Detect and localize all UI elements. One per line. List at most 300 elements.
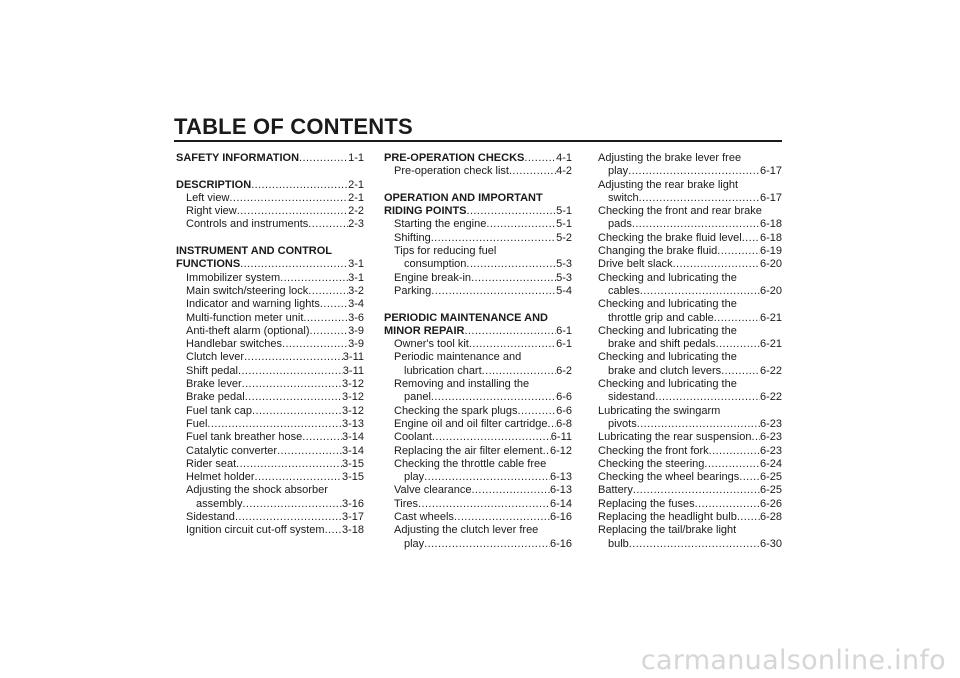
dot-leader [714, 312, 760, 325]
toc-page-number: 6-17 [759, 165, 782, 178]
dot-leader [431, 285, 556, 298]
toc-entry-label: brake and clutch levers [608, 364, 722, 377]
toc-entry[interactable] [384, 165, 572, 178]
toc-page-number: 6-19 [759, 245, 782, 258]
dot-leader [524, 152, 556, 165]
dot-leader [236, 458, 342, 471]
toc-entry[interactable] [598, 498, 782, 511]
toc-page-number: 6-24 [759, 457, 782, 470]
toc-entry[interactable] [384, 325, 572, 338]
toc-entry[interactable] [384, 205, 572, 218]
toc-entry-label: Adjusting the clutch lever free [394, 524, 539, 537]
toc-entry-label: Catalytic converter [186, 444, 278, 457]
toc-entry-label: Clutch lever [186, 351, 245, 364]
toc-entry[interactable] [598, 312, 782, 325]
toc-entry-label: Replacing the tail/brake light [598, 524, 737, 537]
toc-entry-label: Checking and lubricating the [598, 378, 737, 391]
toc-entry-line [176, 245, 364, 258]
toc-entry-label: Tires [394, 497, 419, 510]
dot-leader [469, 338, 556, 351]
toc-entry[interactable] [176, 218, 364, 231]
toc-page-number: 6-8 [556, 417, 572, 430]
toc-page-number: 6-23 [759, 417, 782, 430]
toc-page-number: 3-11 [342, 364, 364, 377]
toc-entry-label: Rider seat [186, 457, 237, 470]
toc-page-number: 6-6 [556, 391, 572, 404]
toc-page-number: 3-13 [341, 417, 364, 430]
toc-entry-label: switch [608, 191, 639, 204]
toc-entry[interactable] [384, 338, 572, 351]
toc-entry-label: Adjusting the rear brake light [598, 178, 739, 191]
toc-page-number: 6-2 [556, 364, 572, 377]
dot-leader [739, 471, 760, 484]
toc-entry-label: Cast wheels [394, 511, 454, 524]
toc-entry-label: Lubricating the swingarm [598, 404, 721, 417]
dot-leader [242, 378, 342, 391]
toc-entry[interactable] [384, 405, 572, 418]
toc-section-heading: PERIODIC MAINTENANCE AND [384, 311, 548, 324]
toc-page-number: 3-15 [341, 471, 364, 484]
dot-leader [454, 511, 550, 524]
toc-entry-label: lubrication chart [404, 364, 482, 377]
dot-leader [716, 338, 760, 351]
dot-leader [471, 272, 556, 285]
dot-leader [303, 312, 348, 325]
toc-entry[interactable] [598, 365, 782, 378]
toc-entry-label: panel [404, 391, 431, 404]
toc-page-number: 5-3 [556, 258, 572, 271]
toc-entry-label: Main switch/steering lock [186, 284, 309, 297]
toc-entry[interactable] [176, 272, 364, 285]
toc-entry-line [598, 205, 782, 218]
toc-page-number: 6-25 [759, 484, 782, 497]
toc-page-number: 3-4 [348, 298, 364, 311]
toc-entry[interactable] [176, 471, 364, 484]
toc-spacer [384, 179, 572, 192]
toc-entry-line [598, 179, 782, 192]
toc-entry-label: Right view [186, 205, 237, 218]
dot-leader [628, 165, 760, 178]
toc-entry[interactable] [598, 458, 782, 471]
toc-entry[interactable] [176, 405, 364, 418]
toc-entry-line [598, 378, 782, 391]
dot-leader [637, 418, 760, 431]
toc-entry[interactable] [384, 445, 572, 458]
toc-page-number: 3-9 [348, 338, 364, 351]
toc-entry[interactable] [384, 511, 572, 524]
toc-entry-label: Adjusting the brake lever free [598, 152, 742, 164]
toc-entry[interactable] [384, 218, 572, 231]
toc-page-number: 6-21 [759, 311, 782, 324]
dot-leader [543, 445, 550, 458]
toc-entry-label: pads [608, 218, 632, 231]
toc-page-number: 4-2 [556, 165, 572, 178]
dot-leader [302, 431, 342, 444]
toc-entry-label: Engine oil and oil filter cartridge [394, 417, 548, 430]
toc-entry-line [598, 152, 782, 165]
toc-entry[interactable] [176, 312, 364, 325]
toc-entry-label: Brake lever [186, 378, 242, 391]
toc-entry[interactable] [384, 232, 572, 245]
toc-page-number: 6-26 [759, 497, 782, 510]
dot-leader [629, 538, 760, 551]
toc-entry[interactable] [598, 431, 782, 444]
toc-entry-label: cables [608, 284, 640, 297]
dot-leader [237, 205, 348, 218]
toc-entry-line [598, 298, 782, 311]
dot-leader [742, 232, 760, 245]
toc-entry-label: Shift pedal [186, 364, 238, 377]
toc-entry-label: Fuel tank breather hose [186, 431, 303, 444]
watermark: carmanualsonline.info [640, 645, 946, 676]
toc-entry[interactable] [384, 272, 572, 285]
toc-entry[interactable] [176, 351, 364, 364]
toc-entry-label: throttle grip and cable [608, 311, 714, 324]
dot-leader [242, 498, 342, 511]
toc-entry-label: Checking and lubricating the [598, 271, 737, 284]
toc-entry-line [598, 405, 782, 418]
toc-entry-line [598, 524, 782, 537]
toc-section-heading: OPERATION AND IMPORTANT [384, 191, 543, 204]
toc-entry[interactable] [384, 538, 572, 551]
toc-entry-label: Ignition circuit cut-off system [186, 524, 325, 537]
toc-entry[interactable] [176, 418, 364, 431]
toc-entry-label: Pre-operation check list [394, 165, 509, 178]
toc-entry-label: Parking [394, 284, 432, 297]
toc-entry-label: Checking and lubricating the [598, 351, 737, 364]
toc-entry[interactable] [384, 152, 572, 165]
dot-leader [704, 458, 760, 471]
toc-entry-label: Fuel [186, 417, 208, 430]
toc-page-number: 1-1 [348, 152, 364, 164]
toc-entry[interactable] [384, 258, 572, 271]
toc-entry-label: Checking the wheel bearings [598, 471, 740, 484]
toc-page-number: 6-23 [759, 444, 782, 457]
toc-entry[interactable] [176, 338, 364, 351]
toc-entry-label: Owner's tool kit [394, 338, 469, 351]
toc-entry[interactable] [176, 179, 364, 192]
toc-entry[interactable] [176, 325, 364, 338]
toc-entry[interactable] [176, 378, 364, 391]
toc-entry[interactable] [598, 484, 782, 497]
dot-leader [240, 258, 348, 271]
toc-entry[interactable] [176, 192, 364, 205]
toc-entry-label: play [404, 537, 425, 550]
dot-leader [640, 285, 760, 298]
toc-entry-label: Starting the engine [394, 218, 487, 231]
toc-page-number: 5-1 [556, 205, 572, 218]
dot-leader [310, 325, 349, 338]
toc-page-number: 6-11 [550, 431, 572, 444]
toc-entry[interactable] [176, 298, 364, 311]
toc-entry-label: play [404, 471, 425, 484]
toc-spacer [176, 232, 364, 245]
toc-spacer [384, 298, 572, 311]
toc-entry-label: Immobilizer system [186, 271, 281, 284]
toc-entry-label: Checking the throttle cable free [394, 457, 547, 470]
toc-section-heading: INSTRUMENT AND CONTROL [176, 245, 333, 258]
toc-page-number: 3-16 [341, 497, 364, 510]
dot-leader [251, 179, 348, 192]
toc-entry[interactable] [176, 365, 364, 378]
toc-page-number: 6-18 [759, 218, 782, 231]
toc-page-number: 6-20 [759, 284, 782, 297]
toc-entry[interactable] [176, 205, 364, 218]
toc-entry-line [384, 192, 572, 205]
toc-entry-label: Indicator and warning lights [186, 298, 320, 311]
toc-entry-label: Helmet holder [186, 471, 255, 484]
toc-entry[interactable] [176, 391, 364, 404]
toc-entry-line [384, 524, 572, 537]
toc-page-number: 5-3 [556, 271, 572, 284]
toc-page-number: 3-12 [341, 391, 364, 404]
toc-entry[interactable] [598, 218, 782, 231]
toc-entry-label: Brake pedal [186, 391, 245, 404]
toc-page-number: 5-1 [556, 218, 572, 231]
dot-leader [464, 325, 556, 338]
toc-entry[interactable] [176, 524, 364, 537]
toc-entry[interactable] [384, 365, 572, 378]
toc-entry-label: Replacing the air filter element [394, 444, 543, 457]
dot-leader [299, 152, 348, 165]
dot-leader [486, 218, 556, 231]
toc-entry[interactable] [176, 152, 364, 165]
dot-leader [518, 405, 557, 418]
dot-leader [632, 218, 760, 231]
toc-page-number: 2-1 [348, 191, 364, 204]
toc-section-heading: RIDING POINTS [384, 205, 467, 218]
dot-leader [751, 431, 759, 444]
toc-entry-label: Replacing the headlight bulb [598, 511, 737, 524]
toc-entry[interactable] [176, 511, 364, 524]
dot-leader [418, 498, 550, 511]
toc-page-number: 6-21 [759, 338, 782, 351]
toc-entry-line [384, 245, 572, 258]
toc-entry[interactable] [176, 258, 364, 271]
toc-section-heading: PRE-OPERATION CHECKS [384, 152, 525, 164]
toc-page-number: 6-6 [556, 404, 572, 417]
toc-entry-label: Fuel tank cap [186, 404, 253, 417]
toc-page-number: 6-25 [759, 471, 782, 484]
dot-leader [254, 471, 341, 484]
toc-entry-label: Drive belt slack [598, 258, 673, 271]
toc-entry-label: Engine break-in [394, 271, 472, 284]
toc-page-number: 3-11 [342, 351, 364, 364]
toc-page-number: 6-30 [759, 537, 782, 550]
toc-entry-label: Checking and lubricating the [598, 324, 737, 337]
title-rule [174, 140, 782, 142]
toc-page-number: 6-14 [549, 497, 572, 510]
toc-page-number: 3-1 [348, 258, 364, 271]
toc-page-number: 3-1 [348, 271, 364, 284]
toc-page-number: 2-1 [348, 178, 364, 191]
toc-entry-label: Coolant [394, 431, 432, 444]
toc-entry-label: Tips for reducing fuel [394, 245, 497, 258]
toc-entry-label: pivots [608, 417, 637, 430]
toc-section-heading: SAFETY INFORMATION [176, 152, 300, 164]
toc-entry-label: Anti-theft alarm (optional) [186, 324, 310, 337]
dot-leader [431, 391, 556, 404]
dot-leader [235, 511, 342, 524]
dot-leader [252, 405, 342, 418]
toc-column-3 [598, 152, 782, 551]
toc-entry[interactable] [598, 445, 782, 458]
toc-page-number: 3-9 [348, 324, 364, 337]
toc-column-2 [384, 152, 572, 551]
toc-entry-label: Lubricating the rear suspension [598, 431, 752, 444]
toc-entry-label: Multi-function meter unit [186, 311, 304, 324]
toc-page-number: 6-16 [549, 537, 572, 550]
toc-page-number: 6-22 [759, 391, 782, 404]
toc-page-number: 3-14 [341, 431, 364, 444]
dot-leader [721, 365, 760, 378]
toc-page-number: 3-14 [341, 444, 364, 457]
toc-entry-label: Checking the steering [598, 457, 705, 470]
toc-page-number: 3-18 [341, 524, 364, 537]
toc-section-heading: FUNCTIONS [176, 258, 241, 271]
dot-leader [325, 524, 342, 537]
toc-entry[interactable] [598, 245, 782, 258]
toc-section-heading: DESCRIPTION [176, 178, 252, 191]
toc-entry[interactable] [384, 498, 572, 511]
dot-leader [431, 232, 556, 245]
toc-entry-label: Valve clearance [394, 484, 472, 497]
toc-page-number: 5-4 [556, 284, 572, 297]
dot-leader [509, 165, 556, 178]
dot-leader [238, 365, 343, 378]
dot-leader [308, 218, 348, 231]
toc-column-1 [176, 152, 364, 538]
dot-leader [655, 391, 760, 404]
toc-entry-label: Checking the front fork [598, 444, 709, 457]
toc-entry-label: Checking the spark plugs [394, 404, 518, 417]
dot-leader [717, 245, 760, 258]
toc-entry-label: consumption [404, 258, 467, 271]
dot-leader [280, 272, 348, 285]
toc-page-number: 6-20 [759, 258, 782, 271]
toc-section-heading: MINOR REPAIR [384, 324, 465, 337]
dot-leader [695, 498, 760, 511]
toc-entry[interactable] [384, 418, 572, 431]
toc-entry[interactable] [598, 338, 782, 351]
toc-entry-label: Controls and instruments [186, 218, 309, 231]
toc-entry-line [384, 351, 572, 364]
dot-leader [424, 471, 550, 484]
toc-page-number: 2-3 [348, 218, 364, 231]
toc-spacer [176, 165, 364, 178]
toc-page-number: 3-6 [348, 311, 364, 324]
toc-entry-label: Adjusting the shock absorber [186, 484, 328, 497]
toc-entry[interactable] [384, 285, 572, 298]
page-title: TABLE OF CONTENTS [174, 114, 413, 139]
dot-leader [466, 258, 556, 271]
toc-entry-label: Removing and installing the [394, 378, 530, 391]
toc-entry-line [384, 312, 572, 325]
toc-page-number: 4-1 [556, 152, 572, 164]
toc-entry[interactable] [598, 165, 782, 178]
dot-leader [229, 192, 348, 205]
toc-entry-label: play [608, 165, 629, 178]
toc-page-number: 3-12 [341, 404, 364, 417]
toc-entry-label: Periodic maintenance and [394, 351, 522, 364]
toc-entry[interactable] [384, 484, 572, 497]
toc-entry[interactable] [598, 418, 782, 431]
dot-leader [467, 205, 557, 218]
toc-page-number: 6-1 [556, 324, 572, 337]
toc-entry[interactable] [176, 458, 364, 471]
dot-leader [207, 418, 342, 431]
toc-entry-label: sidestand [608, 391, 656, 404]
toc-entry-label: Shifting [394, 231, 431, 244]
toc-entry[interactable] [598, 391, 782, 404]
toc-entry[interactable] [384, 431, 572, 444]
toc-entry[interactable] [176, 445, 364, 458]
toc-entry[interactable] [598, 511, 782, 524]
toc-entry[interactable] [598, 192, 782, 205]
toc-entry-label: Replacing the fuses [598, 497, 695, 510]
toc-entry-line [384, 378, 572, 391]
toc-page-number: 6-22 [759, 364, 782, 377]
toc-entry-line [598, 272, 782, 285]
toc-page-number: 3-17 [341, 511, 364, 524]
dot-leader [244, 351, 343, 364]
toc-page-number: 6-1 [556, 338, 572, 351]
toc-entry[interactable] [176, 285, 364, 298]
toc-page-number: 6-17 [759, 191, 782, 204]
toc-page-number: 6-12 [549, 444, 572, 457]
toc-entry-label: Checking the brake fluid level [598, 231, 742, 244]
toc-page-number: 5-2 [556, 231, 572, 244]
toc-entry-line [176, 484, 364, 497]
toc-entry[interactable] [176, 498, 364, 511]
toc-page-number: 6-13 [549, 484, 572, 497]
toc-entry[interactable] [598, 285, 782, 298]
dot-leader [737, 511, 760, 524]
dot-leader [245, 391, 342, 404]
toc-entry-label: Sidestand [186, 511, 235, 524]
dot-leader [471, 484, 550, 497]
dot-leader [547, 418, 556, 431]
toc-page-number: 6-28 [759, 511, 782, 524]
toc-entry-label: bulb [608, 537, 629, 550]
toc-entry-label: Checking the front and rear brake [598, 205, 762, 218]
toc-page-number: 3-12 [341, 378, 364, 391]
toc-entry[interactable] [384, 471, 572, 484]
dot-leader [277, 445, 342, 458]
dot-leader [639, 192, 760, 205]
toc-entry-label: Left view [186, 191, 230, 204]
dot-leader [424, 538, 550, 551]
toc-entry[interactable] [598, 471, 782, 484]
toc-page-number: 6-23 [759, 431, 782, 444]
toc-page-number: 2-2 [348, 205, 364, 218]
dot-leader [673, 258, 760, 271]
dot-leader [709, 445, 760, 458]
toc-entry[interactable] [598, 258, 782, 271]
toc-page-number: 6-13 [549, 471, 572, 484]
dot-leader [320, 298, 348, 311]
toc-entry[interactable] [384, 391, 572, 404]
toc-entry[interactable] [176, 431, 364, 444]
dot-leader [633, 484, 760, 497]
dot-leader [282, 338, 348, 351]
dot-leader [432, 431, 551, 444]
toc-entry[interactable] [598, 538, 782, 551]
toc-entry[interactable] [598, 232, 782, 245]
toc-page-number: 6-18 [759, 231, 782, 244]
toc-entry-label: Checking and lubricating the [598, 298, 737, 311]
toc-entry-label: Handlebar switches [186, 338, 282, 351]
